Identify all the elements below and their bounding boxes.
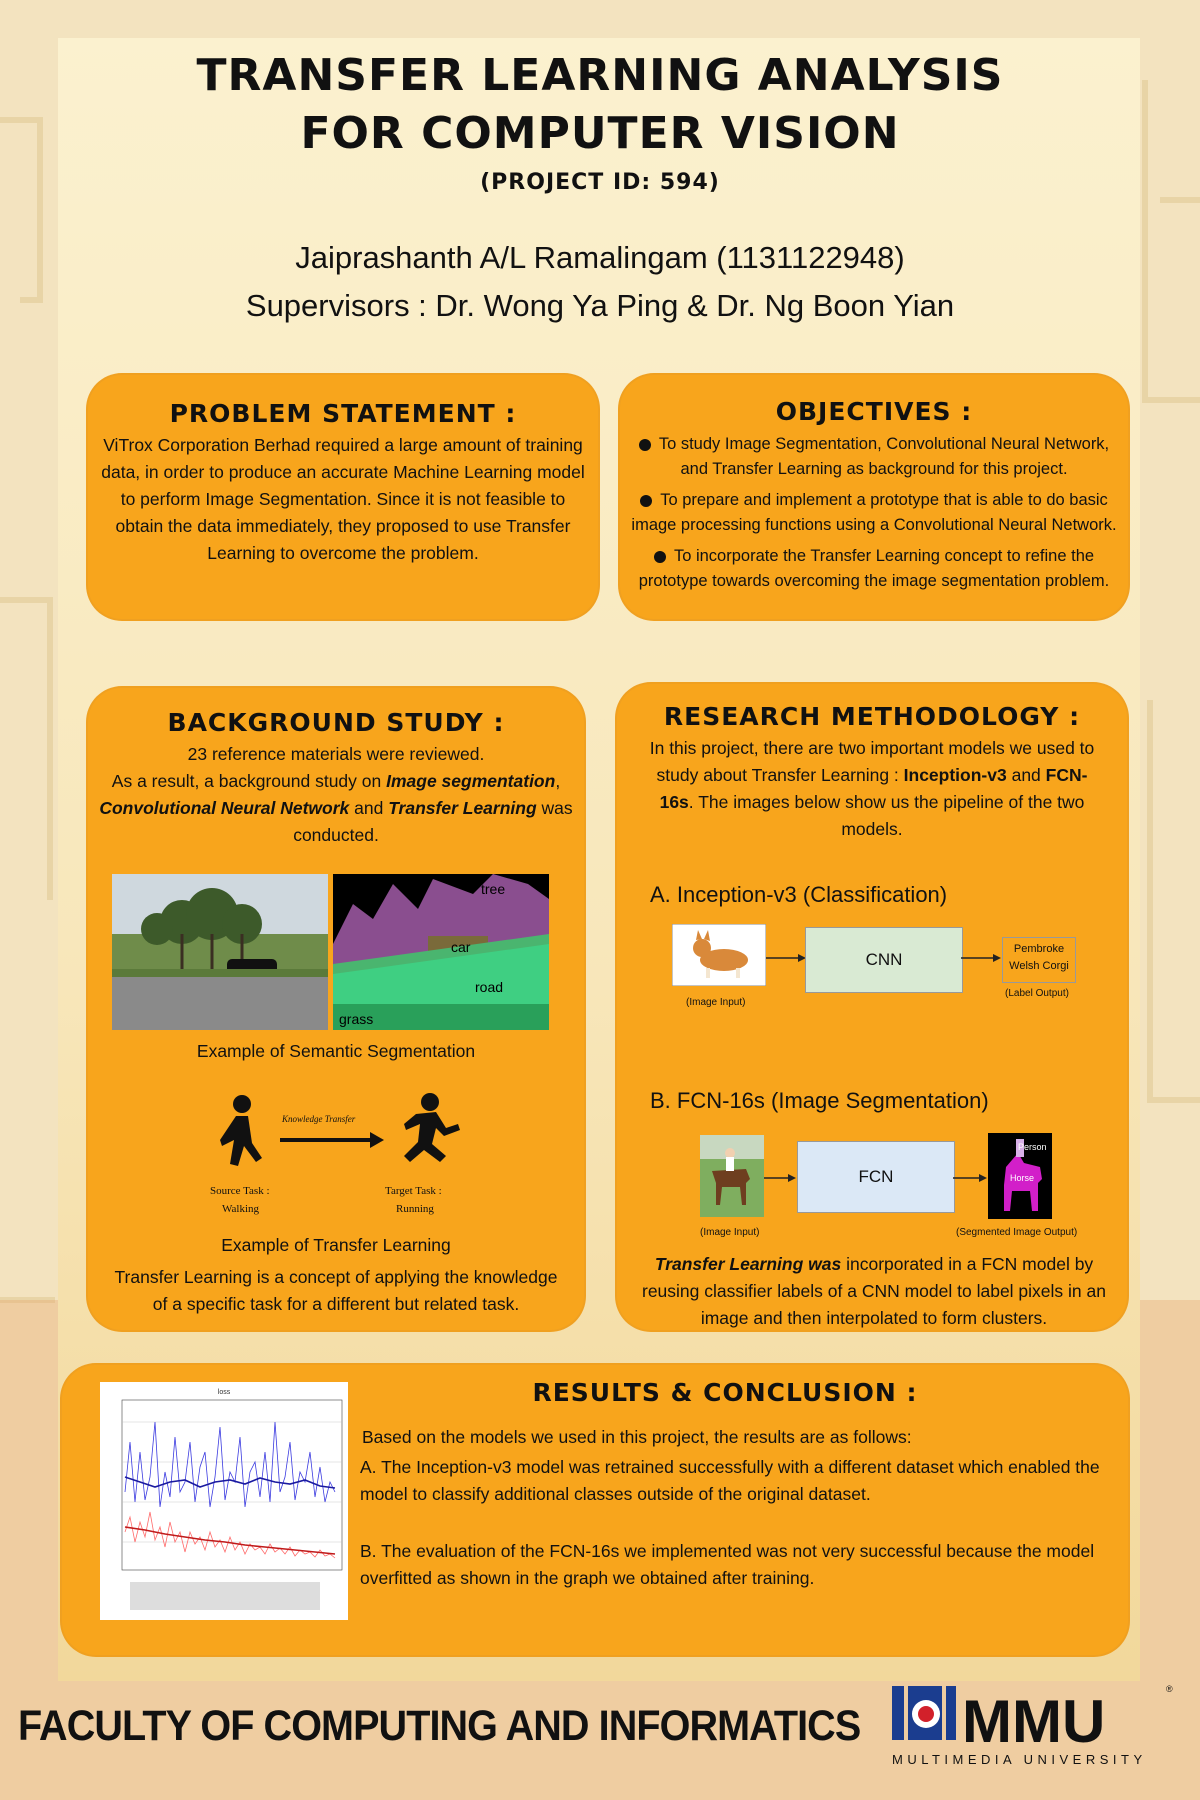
loss-graph-title: loss xyxy=(217,1389,231,1396)
seg-label-road: road xyxy=(475,979,504,995)
label-output-line-1: Pembroke xyxy=(1013,943,1065,955)
walking-person-icon xyxy=(220,1095,262,1166)
street-photo xyxy=(112,874,328,1030)
inception-arrow-1 xyxy=(766,952,806,964)
segmentation-caption: Example of Semantic Segmentation xyxy=(196,1041,476,1061)
fcn-arrow-1 xyxy=(764,1172,796,1184)
mmu-emblem-icon xyxy=(892,1686,956,1740)
label-output-line-2: Welsh Corgi xyxy=(1009,960,1069,972)
problem-text: ViTrox Corporation Berhad required a large amount of training data, in order to produce an accurate Machine Learning model to perform Image Segmentation. Since it is not feasible to obtain the data immediately, they proposed to use Transfer Learning to overcome the problem. xyxy=(101,435,585,563)
transfer-learning-text: Transfer Learning is a concept of applying the knowledge of a specific task for a different but related task. xyxy=(114,1267,558,1314)
cnn-box: CNN xyxy=(805,927,963,993)
author-name: Jaiprashanth A/L Ramalingam (1131122948) xyxy=(295,240,905,275)
label-output-caption: (Label Output) xyxy=(1005,988,1069,999)
background-line-1: 23 reference materials were reviewed. xyxy=(187,744,485,764)
background-heading: BACKGROUND STUDY : xyxy=(167,708,505,737)
methodology-conclusion: Transfer Learning was incorporated in a FCN model by reusing classifier labels of a CNN model to label pixels in an image and then interpolated to form clusters. xyxy=(642,1254,1106,1328)
source-task-label: Source Task : xyxy=(210,1185,270,1197)
transfer-learning-caption: Example of Transfer Learning xyxy=(221,1235,451,1255)
background-line-3: Convolutional Neural Network and Transfer Learning was xyxy=(99,798,573,818)
fcn-output-caption: (Segmented Image Output) xyxy=(956,1227,1078,1238)
label-output-box xyxy=(1002,937,1076,983)
loss-graph xyxy=(100,1382,348,1620)
mmu-logo xyxy=(886,1680,1176,1772)
bullet-icon xyxy=(640,495,652,507)
bullet-icon xyxy=(654,551,666,563)
target-task-label: Target Task : xyxy=(385,1185,442,1197)
horse-label: Horse xyxy=(1010,1173,1035,1183)
fcn-input-caption: (Image Input) xyxy=(700,1227,760,1238)
background-line-4: conducted. xyxy=(293,825,379,845)
problem-heading: PROBLEM STATEMENT : xyxy=(169,399,517,428)
running-person-icon xyxy=(404,1093,460,1162)
seg-label-car: car xyxy=(451,939,471,955)
inception-arrow-2 xyxy=(961,952,1001,964)
knowledge-transfer-label: Knowledge Transfer xyxy=(282,1114,356,1124)
results-intro: Based on the models we used in this project, the results are as follows: xyxy=(362,1427,912,1447)
inception-input-caption: (Image Input) xyxy=(686,997,746,1008)
poster-title-line-1: TRANSFER LEARNING ANALYSIS xyxy=(196,50,1004,101)
problem-statement-panel xyxy=(88,375,598,619)
supervisors: Supervisors : Dr. Wong Ya Ping & Dr. Ng Boon Yian xyxy=(245,288,955,323)
objectives-heading: OBJECTIVES : xyxy=(775,397,973,426)
objectives-panel xyxy=(620,375,1128,619)
corgi-image xyxy=(672,924,766,986)
registered-mark: ® xyxy=(1166,1684,1173,1694)
seg-label-grass: grass xyxy=(339,1011,374,1027)
fcn-box: FCN xyxy=(797,1141,955,1213)
project-id: (PROJECT ID: 594) xyxy=(480,170,720,195)
bullet-icon xyxy=(639,439,651,451)
mmu-logo-text: MMU xyxy=(962,1688,1106,1755)
transfer-learning-figure xyxy=(200,1088,470,1228)
background-line-2: As a result, a background study on Image segmentation, xyxy=(111,771,561,791)
results-point-a: A. The Inception-v3 model was retrained successfully with a different dataset which enabled the model to classify additional classes outside of the original dataset. xyxy=(360,1457,1100,1504)
methodology-heading: RESEARCH METHODOLOGY : xyxy=(663,702,1081,731)
university-name: MULTIMEDIA UNIVERSITY xyxy=(892,1752,1147,1767)
methodology-intro: In this project, there are two important models we used to study about Transfer Learning : Inception-v3 and FCN-16s. The images below show us the pipeline of the two models. xyxy=(649,738,1095,839)
objective-item: To prepare and implement a prototype that is able to do basic image processing functions using a Convolutional Neural Network. xyxy=(631,491,1117,534)
results-heading: RESULTS & CONCLUSION : xyxy=(532,1378,918,1407)
person-label: Person xyxy=(1018,1142,1047,1152)
seg-label-tree: tree xyxy=(481,881,506,897)
faculty-name: FACULTY OF COMPUTING AND INFORMATICS xyxy=(18,1702,861,1750)
results-point-b: B. The evaluation of the FCN-16s we implemented was not very successful because the model overfitted as shown in the graph we obtained after training. xyxy=(360,1541,1095,1588)
poster-title-line-2: FOR COMPUTER VISION xyxy=(300,108,900,159)
source-task-name: Walking xyxy=(222,1203,259,1215)
inception-title: A. Inception-v3 (Classification) xyxy=(650,882,948,907)
segmentation-image xyxy=(333,874,549,1030)
fcn-title: B. FCN-16s (Image Segmentation) xyxy=(650,1088,989,1113)
segmented-output-image xyxy=(988,1133,1052,1219)
horse-rider-image xyxy=(700,1135,764,1217)
fcn-arrow-2 xyxy=(953,1172,987,1184)
objective-item: To incorporate the Transfer Learning concept to refine the prototype towards overcoming the image segmentation problem. xyxy=(638,547,1110,590)
target-task-name: Running xyxy=(396,1203,434,1215)
objective-item: To study Image Segmentation, Convolutional Neural Network, and Transfer Learning as background for this project. xyxy=(630,432,1118,482)
